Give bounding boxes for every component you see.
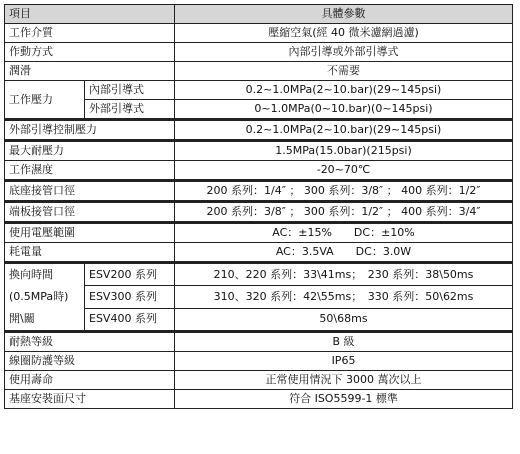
lube-value: 不需要 [175,62,513,81]
lube-label: 潤滑 [5,62,175,81]
table-row [5,62,513,81]
voltage-value: AC：±15% DC：±10% [175,223,513,243]
spec-table [4,4,513,409]
life-label: 使用壽命 [5,371,175,390]
rating-value: B 級 [175,332,513,352]
header-value: 具體參數 [175,5,513,24]
table-row [5,263,513,286]
pressure-label: 工作壓力 [5,81,85,120]
table-row [5,332,513,352]
switch-value: 50\68ms [175,308,513,331]
power-value: AC：3.5VA DC：3.0W [175,243,513,263]
ext-pilot-value: 0.2~1.0MPa(2~10.bar)(29~145psi) [175,120,513,141]
rating-label: 耐熱等級 [5,332,175,352]
header-row [5,5,513,24]
table-row [5,371,513,390]
action-label: 作動方式 [5,43,175,62]
table-row [5,161,513,181]
pressure-internal-value: 0.2~1.0MPa(2~10.bar)(29~145psi) [175,81,513,100]
table-row [5,181,513,202]
switch-value: 210、220 系列：33\41ms； 230 系列：38\50ms [175,263,513,286]
table-row [5,352,513,371]
table-row [5,223,513,243]
switch-label-line2: (0.5MPa時) [9,290,69,303]
voltage-label: 使用電壓範圍 [5,223,175,243]
base-port-value: 200 系列：1/4″ ； 300 系列：3/8″ ； 400 系列：1/2″ [175,181,513,202]
base-port-label: 底座接管口徑 [5,181,175,202]
switch-series: ESV400 系列 [85,308,175,331]
protection-value: IP65 [175,352,513,371]
temp-label: 工作濕度 [5,161,175,181]
pressure-external-value: 0~1.0MPa(0~10.bar)(0~145psi) [175,100,513,120]
table-row [5,243,513,263]
switch-label [5,263,85,332]
protection-label: 線圈防護等級 [5,352,175,371]
table-row [5,120,513,141]
life-value: 正常使用情況下 3000 萬次以上 [175,371,513,390]
table-row [5,141,513,161]
table-row [5,202,513,223]
ext-pilot-label: 外部引導控制壓力 [5,120,175,141]
pressure-external-label: 外部引導式 [85,100,175,120]
max-pressure-label: 最大耐壓力 [5,141,175,161]
table-row [5,43,513,62]
temp-value: -20~70℃ [175,161,513,181]
action-value: 內部引導或外部引導式 [175,43,513,62]
switch-series: ESV200 系列 [85,263,175,286]
switch-label-line3: 開\關 [9,312,35,325]
end-port-label: 端板接管口徑 [5,202,175,223]
switch-label-line1: 換向時間 [9,268,53,281]
table-row [5,81,513,100]
mount-label: 基座安裝面尺寸 [5,390,175,409]
power-label: 耗電量 [5,243,175,263]
medium-value: 壓縮空氣(經 40 微米濾網過濾) [175,24,513,43]
end-port-value: 200 系列：3/8″ ； 300 系列：1/2″ ； 400 系列：3/4″ [175,202,513,223]
switch-series: ESV300 系列 [85,286,175,308]
pressure-internal-label: 內部引導式 [85,81,175,100]
mount-value: 符合 ISO5599-1 標準 [175,390,513,409]
table-row [5,390,513,409]
header-item: 項目 [5,5,175,24]
switch-value: 310、320 系列：42\55ms； 330 系列：50\62ms [175,286,513,308]
medium-label: 工作介質 [5,24,175,43]
max-pressure-value: 1.5MPa(15.0bar)(215psi) [175,141,513,161]
table-row [5,24,513,43]
